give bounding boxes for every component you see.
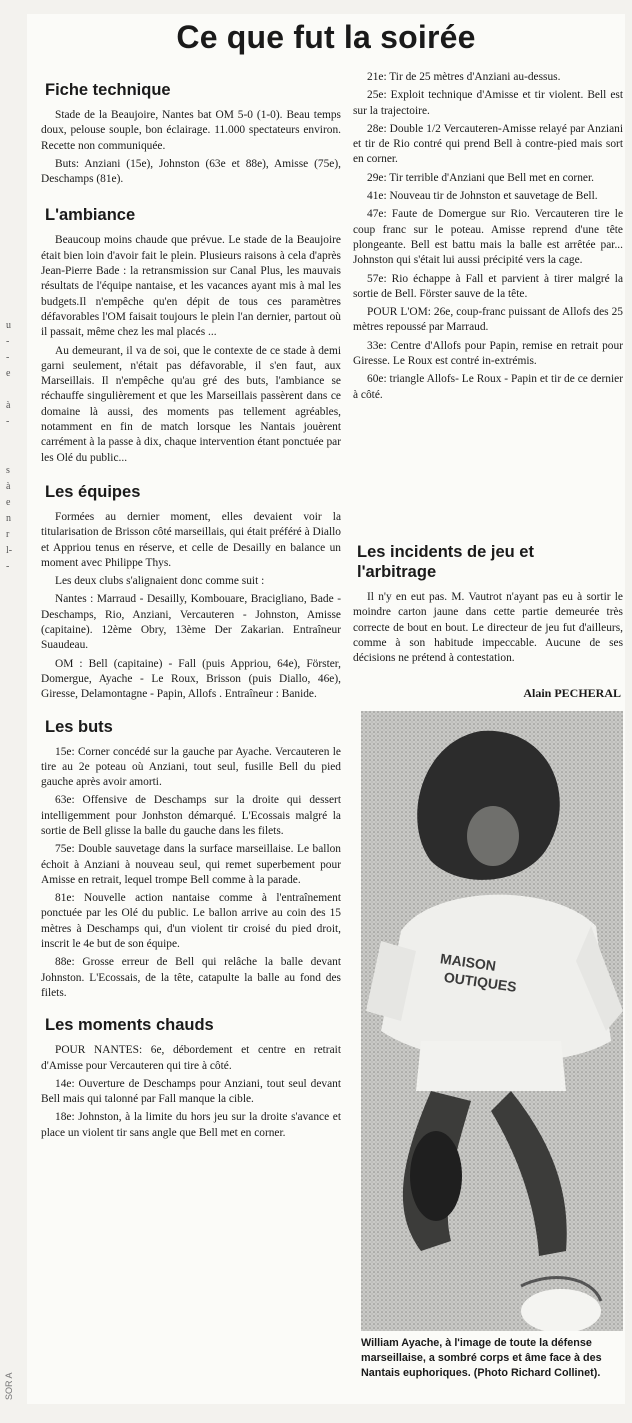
paragraph: 21e: Tir de 25 mètres d'Anziani au-dessus. <box>367 71 561 83</box>
section-heading-incidents <box>357 542 623 582</box>
paragraph: 75e: Double sauvetage dans la surface marseillaise. Le ballon échoit à Anziani à nouveau seul, qui remet superbement pour Amisse en retrait, lequel trompe Bell comme à la parade. <box>41 843 341 886</box>
section-heading-moments: Les moments chauds <box>45 1016 214 1035</box>
paragraph: Buts: Anziani (15e), Johnston (63e et 88e), Amisse (75e), Deschamps (81e). <box>41 157 341 186</box>
paragraph: Il n'y en eut pas. M. Vautrot n'ayant pas eu à sortir le moindre carton jaune dans cette partie demeurée très correcte de bout en bout. Le directeur de jeu fut d'ailleurs, comme à son habitude impeccable. Aucune de ses décisions ne prétend à contestation. <box>353 591 623 665</box>
section-heading-equipes: Les équipes <box>45 482 141 501</box>
section-heading-fiche: Fiche technique <box>45 81 171 99</box>
paragraph: Beaucoup moins chaude que prévue. Le stade de la Beaujoire était bien loin d'avoir fait le plein. Plusieurs raisons à cela d'après Jean-Pierre Bade : la retransmission sur Canal Plus, les mauvais résultats de l'équipe nantaise, et les vacances ayant mis à mal les budgets.Il n'empêche qu'en dépit de tous ces paramètres défavorables l'OM faisait toujours le plein l'an dernier, partout où il passait, même chez les mal placés ... <box>41 234 341 339</box>
paragraph: 88e: Grosse erreur de Bell qui relâche la balle devant Johnston. L'Ecossais, de la tête, catapulte la balle au fond des filets. <box>41 956 341 999</box>
margin-fragment: à <box>6 481 11 492</box>
margin-fragment: e <box>6 497 11 508</box>
article <box>27 14 625 1404</box>
adjacent-column-fragments <box>0 300 27 580</box>
paragraph: 63e: Offensive de Deschamps sur la droite qui dessert intelligemment pour Jonhston démarqué. L'Ecossais malgré la sortie de Bell glisse la balle du gauche dans les filets. <box>41 794 341 837</box>
section-heading-buts: Les buts <box>45 717 113 736</box>
margin-fragment: - <box>6 416 10 427</box>
margin-fragment: e <box>6 368 11 379</box>
margin-fragment: n <box>6 513 11 524</box>
paragraph: 29e: Tir terrible d'Anziani que Bell met en corner. <box>367 171 594 184</box>
shirt-text: OUTIQUES <box>442 968 518 995</box>
paragraph: 18e: Johnston, à la limite du hors jeu sur la droite s'avance et place un violent tir sans angle que Bell met en corner. <box>41 1111 341 1139</box>
paragraph: 15e: Corner concédé sur la gauche par Ayache. Vercauteren le tire au 2e poteau où Anziani, tout seul, fusille Bell du pied gauche après avoir amorti. <box>41 745 341 789</box>
paragraph: Au demeurant, il va de soi, que le contexte de ce stade à demi garni seulement, n'était pas défavorable, il s'en faut, aux Marseillais. Il n'empêche qu'au gré des buts, l'ambiance se réchauffe singulièrement et que les Marseillais passèrent dans ce domaine là aussi, des moments pas tellement agréables, notamment en fin de match lorsque les Nantais jouèrent carrément à la passe à dix, chaque intervention étant ponctuée par les Olé du public... <box>41 344 341 464</box>
margin-fragment: r <box>6 529 10 540</box>
photo-caption: William Ayache, à l'image de toute la défense marseillaise, a sombré corps et âme face à des Nantais euphoriques. (Photo Richard Collinet). <box>361 1337 602 1379</box>
margin-fragment: - <box>6 336 10 347</box>
photo-illustration <box>361 711 623 1331</box>
paragraph: POUR L'OM: 26e, coup-franc puissant de Allofs des 25 mètres repoussé par Marraud. <box>353 306 623 334</box>
right-column-incidents <box>353 542 623 669</box>
margin-fragment: - <box>6 561 10 572</box>
paragraph: Nantes : Marraud - Desailly, Kombouare, Bracigliano, Bade - Deschamps, Rio, Anziani, Vercauteren - Johnston, Amisse (capitaine). 12ème Obry, 13ème Der Zakarian. Entraîneur Suaudeau. <box>41 593 341 652</box>
author-signature: Alain PECHERAL <box>523 686 621 700</box>
margin-fragment: u <box>6 320 11 331</box>
right-column <box>353 70 623 406</box>
margin-fragment: - <box>6 352 10 363</box>
shirt-text: MAISON <box>439 950 497 974</box>
paragraph: Stade de la Beaujoire, Nantes bat OM 5-0 (1-0). Beau temps doux, pelouse souple, bon éclairage. 11.000 spectateurs environ. Recette non communiquée. <box>41 109 341 152</box>
paragraph: 28e: Double 1/2 Vercauteren-Amisse relayé par Anziani et tir de Rio contré qui prend Bell à contre-pied mais sort en corner. <box>353 122 623 166</box>
player-photo <box>361 711 623 1331</box>
paragraph: 47e: Faute de Domergue sur Rio. Vercauteren tire le coup franc sur le poteau. Amisse reprend d'une tête plongeante. Bell est battu mais la balle est arrêtée par... Johnston qui s'était lui aussi précipité vers la cage. <box>353 208 623 267</box>
edge-mark: SOR A <box>4 1372 14 1400</box>
heading-line: l'arbitrage <box>357 563 437 581</box>
paragraph: OM : Bell (capitaine) - Fall (puis Appriou, 64e), Förster, Domergue, Ayache - Le Roux, Brisson (puis Diallo, 46e), Giresse, Delamontagne - Papin, Allofs . Entraîneur : Banide. <box>41 657 341 701</box>
paragraph: 60e: triangle Allofs- Le Roux - Papin et tir de ce dernier à côté. <box>353 373 623 401</box>
paragraph: 41e: Nouveau tir de Johnston et sauvetage de Bell. <box>367 190 598 203</box>
paragraph: Les deux clubs s'alignaient donc comme suit : <box>55 575 265 588</box>
paragraph: 81e: Nouvelle action nantaise comme à l'entraînement ponctuée par les Olé du public. Le ballon arrive au coin des 15 mètres à Deschamps qui, d'un violent tir croisé du pied droit, inscrit le 4e but de son équipe. <box>41 892 341 951</box>
paragraph: POUR NANTES: 6e, débordement et centre en retrait d'Amisse pour Vercauteren qui tire à côté. <box>41 1044 341 1072</box>
margin-fragment: l- <box>6 545 13 556</box>
section-heading-ambiance: L'ambiance <box>45 206 136 225</box>
paragraph: 33e: Centre d'Allofs pour Papin, remise en retrait pour Giresse. Le Roux est contré in-extrémis. <box>353 339 623 368</box>
margin-fragment: s <box>6 465 10 476</box>
page-title: Ce que fut la soirée <box>176 19 476 55</box>
paragraph: 57e: Rio échappe à Fall et parvient à tirer malgré la sortie de Bell. Förster sauve de la tête. <box>353 272 623 300</box>
paragraph: Formées au dernier moment, elles devaient voir la titularisation de Brisson côté marseillais, qui était préféré à Diallo et Appriou tenus en réserve, et celle de Desailly en balance un moment avec Philippe Thys. <box>41 510 341 569</box>
paragraph: 14e: Ouverture de Deschamps pour Anziani, tout seul devant Bell mais qui talonné par Fall manque la cible. <box>41 1077 341 1106</box>
left-column <box>41 70 341 1144</box>
paragraph: 25e: Exploit technique d'Amisse et tir violent. Bell est sur la trajectoire. <box>353 89 623 117</box>
heading-line: Les incidents de jeu et <box>357 543 534 561</box>
margin-fragment: à <box>6 400 11 411</box>
